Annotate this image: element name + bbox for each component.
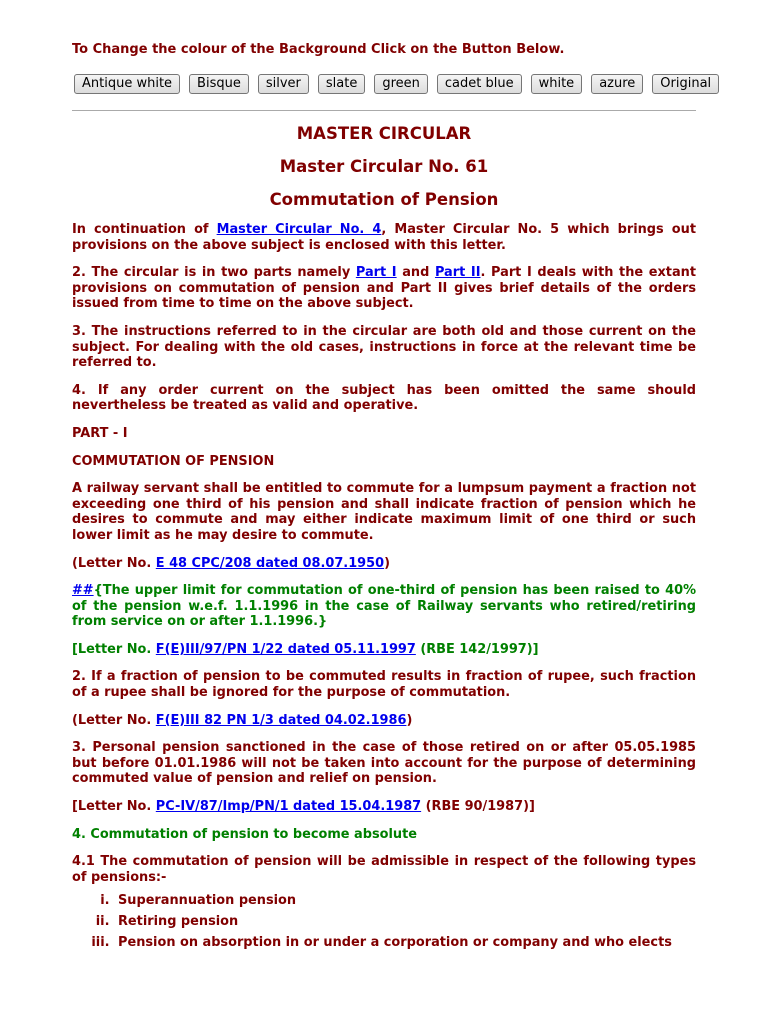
- list-item: i. Superannuation pension: [114, 893, 696, 909]
- text: (Letter No.: [72, 555, 156, 571]
- paragraph-instructions: 3. The instructions referred to in the circular are both old and those current on the subject. For dealing with the old cases, instructions in force at the relevant time be referred to.: [72, 323, 696, 371]
- circular-subject: Commutation of Pension: [269, 190, 499, 209]
- silver-button[interactable]: silver: [258, 74, 309, 94]
- letter-link[interactable]: E 48 CPC/208 dated 08.07.1950: [155, 555, 385, 571]
- text: (RBE 142/1997)]: [415, 641, 539, 657]
- paragraph-continuation: [72, 222, 696, 253]
- antique-white-button[interactable]: Antique white: [74, 74, 180, 94]
- original-button[interactable]: Original: [652, 74, 719, 94]
- text: , Master Circular No. 5 which brings out provisions on the above subject is enclosed with this letter.: [72, 222, 696, 253]
- page-title: MASTER CIRCULAR: [296, 124, 472, 143]
- text: {The upper limit for commutation of one-third of pension has been raised to 40% of the pension w.e.f. 1.1.1996 in the case of Railway servants who retired/retiring from service on or after 1.1.1996.}: [72, 583, 696, 630]
- bisque-button[interactable]: Bisque: [189, 74, 249, 94]
- part-heading: PART - I: [72, 425, 128, 441]
- cadet-blue-button[interactable]: cadet blue: [437, 74, 522, 94]
- white-button[interactable]: white: [531, 74, 583, 94]
- letter-link[interactable]: PC-IV/87/Imp/PN/1 dated 15.04.1987: [155, 799, 422, 815]
- color-button-bar: [74, 74, 728, 94]
- text: (RBE 90/1987)]: [421, 799, 535, 815]
- circular-number: Master Circular No. 61: [279, 157, 489, 176]
- horizontal-divider: [72, 110, 696, 111]
- list-item: ii. Retiring pension: [114, 914, 696, 930]
- paragraph-parts: [72, 265, 696, 312]
- text: ): [406, 712, 413, 728]
- part-ii-link[interactable]: Part II: [434, 265, 481, 281]
- paragraph-omitted-orders: 4. If any order current on the subject has been omitted the same should nevertheless be treated as valid and operative.: [72, 382, 696, 414]
- green-note: [72, 583, 696, 630]
- text: In continuation of: [72, 222, 217, 237]
- text: [Letter No.: [72, 641, 156, 657]
- letter-reference: [72, 556, 696, 572]
- text: (Letter No.: [72, 712, 156, 728]
- anchor-link[interactable]: ##: [72, 583, 94, 599]
- letter-reference: [72, 799, 696, 815]
- paragraph-admissible-types: 4.1 The commutation of pension will be admissible in respect of the following types of pensions:-: [72, 854, 696, 885]
- letter-reference: [72, 713, 696, 729]
- intro-text: To Change the colour of the Background Click on the Button Below.: [72, 42, 565, 57]
- letter-reference: [72, 642, 696, 658]
- green-heading: 4. Commutation of pension to become absolute: [72, 826, 417, 842]
- slate-button[interactable]: slate: [318, 74, 365, 94]
- paragraph-entitlement: A railway servant shall be entitled to commute for a lumpsum payment a fraction not exceeding one third of his pension and shall indicate fraction of pension which he desires to commute and may either indicate maximum limit of one third or such lower limit as he may desire to commute.: [72, 481, 696, 543]
- text: 2. The circular is in two parts namely: [72, 265, 356, 281]
- master-circular-4-link[interactable]: Master Circular No. 4: [216, 222, 382, 237]
- paragraph-personal-pension: 3. Personal pension sanctioned in the case of those retired on or after 05.05.1985 but before 01.01.1986 will not be taken into account for the purpose of determining commuted value of pension and relief on pension.: [72, 740, 696, 787]
- circular-content: [72, 124, 696, 955]
- green-button[interactable]: green: [374, 74, 428, 94]
- text: . Part I deals with the extant provisions on commutation of pension and Part II gives brief details of the orders issued from time to time on the above subject.: [72, 265, 696, 312]
- text: ): [384, 555, 390, 571]
- part-i-link[interactable]: Part I: [355, 265, 397, 281]
- letter-link[interactable]: F(E)III/97/PN 1/22 dated 05.11.1997: [155, 641, 416, 657]
- azure-button[interactable]: azure: [591, 74, 643, 94]
- section-heading: COMMUTATION OF PENSION: [72, 453, 275, 469]
- list-item: iii. Pension on absorption in or under a corporation or company and who elects: [114, 935, 696, 951]
- letter-link[interactable]: F(E)III 82 PN 1/3 dated 04.02.1986: [155, 712, 407, 728]
- paragraph-fraction: 2. If a fraction of pension to be commuted results in fraction of rupee, such fraction of a rupee shall be ignored for the purpose of commutation.: [72, 669, 696, 701]
- pension-types-list: [72, 893, 696, 950]
- text: and: [396, 265, 435, 281]
- text: [Letter No.: [72, 799, 156, 815]
